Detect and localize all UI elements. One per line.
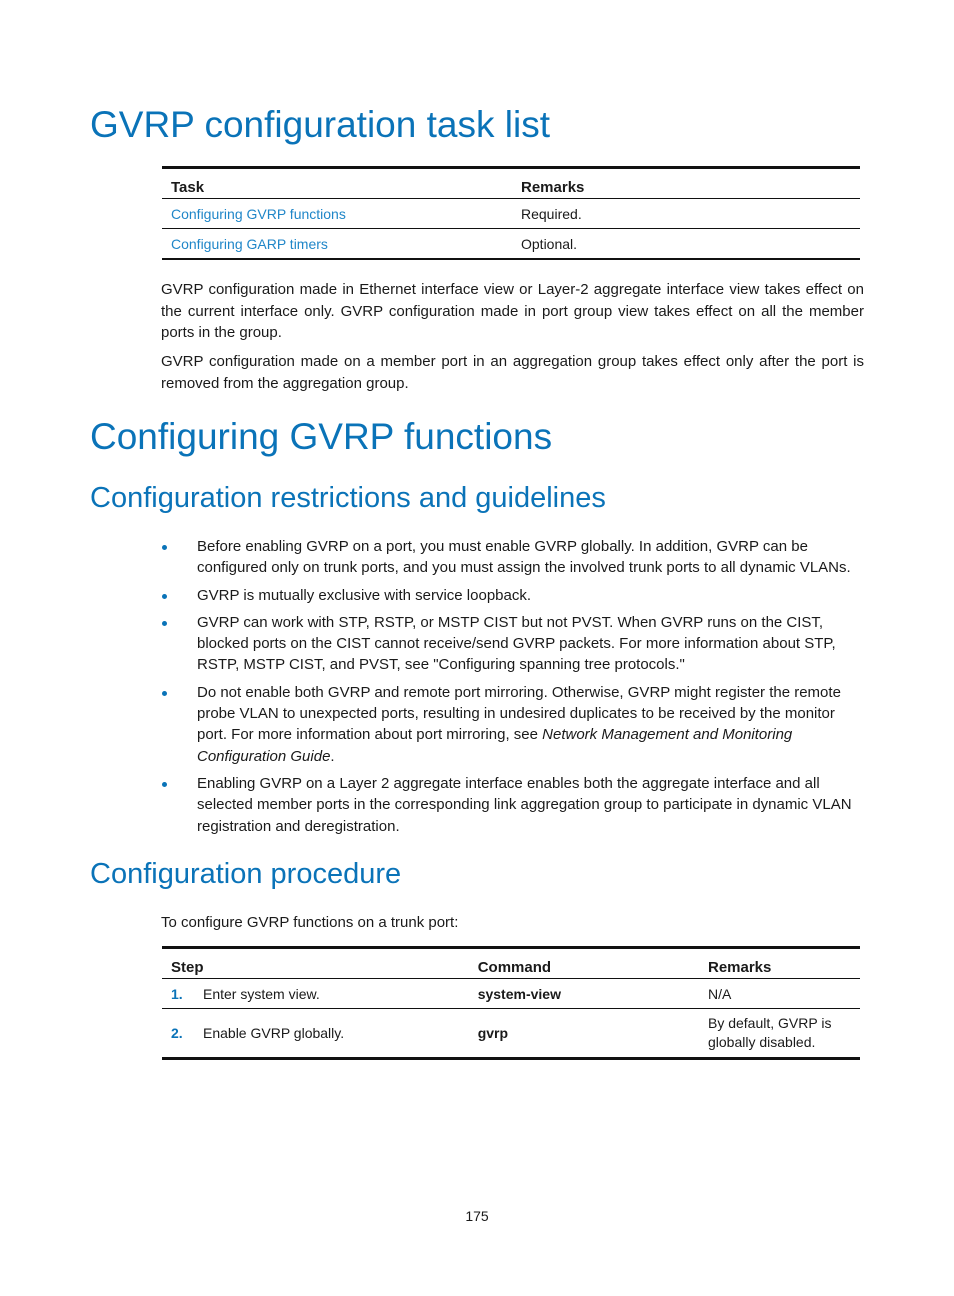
remarks-cell: N/A: [699, 979, 860, 1009]
column-header-task: Task: [162, 168, 512, 199]
list-item: GVRP is mutually exclusive with service loopback.: [162, 585, 864, 606]
step-cell: 2. Enable GVRP globally.: [171, 1025, 345, 1041]
intro-text: To configure GVRP functions on a trunk port:: [161, 914, 459, 931]
remarks-cell: Required.: [512, 199, 860, 229]
column-header-remarks: Remarks: [512, 168, 860, 199]
section-title: Configuring GVRP functions: [90, 416, 553, 457]
bullet-icon: [162, 782, 167, 787]
link-configuring-garp-timers[interactable]: Configuring GARP timers: [171, 235, 328, 252]
bullet-icon: [162, 545, 167, 550]
table-row: [162, 229, 860, 260]
page-number: 175: [465, 1208, 489, 1224]
page-title: GVRP configuration task list: [90, 104, 550, 145]
remarks-cell: By default, GVRP is globally disabled.: [707, 1015, 832, 1050]
table-row: [162, 979, 860, 1009]
link-configuring-gvrp-functions[interactable]: Configuring GVRP functions: [171, 205, 346, 222]
table-header-row: [162, 168, 860, 199]
bullet-icon: [162, 691, 167, 696]
subsection-title-restrictions: Configuration restrictions and guidelines: [90, 482, 606, 514]
list-item: Before enabling GVRP on a port, you must enable GVRP globally. In addition, GVRP can be configured only on trunk ports, and you must assign the involved trunk ports to all dynamic VLANs.: [162, 536, 864, 579]
bullet-icon: [162, 621, 167, 626]
column-header-command: Command: [469, 948, 699, 979]
command-cell: gvrp: [477, 1025, 509, 1041]
list-item: Enabling GVRP on a Layer 2 aggregate interface enables both the aggregate interface and all selected member ports in the corresponding link aggregation group to participate in dynamic VLAN registration and deregistration.: [162, 773, 864, 837]
subsection-title-procedure: Configuration procedure: [90, 858, 402, 890]
paragraph: GVRP configuration made in Ethernet interface view or Layer-2 aggregate interface view takes effect on the current interface only. GVRP configuration made in port group view takes effect on all the member ports in the group.: [161, 281, 864, 341]
list-item: Do not enable both GVRP and remote port mirroring. Otherwise, GVRP might register the remote probe VLAN to unexpected ports, resulting in undesired duplicates to be received by the monitor port. For more information about port mirroring, see Network Management and Monitoring Configuration Guide.: [162, 682, 864, 767]
procedure-table: [162, 946, 860, 1060]
guide-title: Network Management and Monitoring Configuration Guide: [197, 726, 793, 765]
list-item: GVRP can work with STP, RSTP, or MSTP CIST but not PVST. When GVRP runs on the CIST, blocked ports on the CIST cannot receive/send GVRP packets. For more information about STP, RSTP, MSTP CIST, and PVST, see "Configuring spanning tree protocols.": [162, 612, 864, 676]
column-header-remarks: Remarks: [699, 948, 860, 979]
step-number: 1.: [171, 985, 183, 1002]
paragraph: GVRP configuration made on a member port in an aggregation group takes effect only after the port is removed from the aggregation group.: [161, 353, 864, 392]
bullet-icon: [162, 594, 167, 599]
table-row: [162, 199, 860, 229]
remarks-cell: Optional.: [521, 235, 578, 252]
step-number: 2.: [171, 1025, 183, 1041]
step-cell: 1. Enter system view.: [162, 979, 469, 1009]
task-table: [162, 166, 860, 260]
table-row: [162, 1009, 860, 1059]
guidelines-list: [162, 536, 864, 843]
command-cell: system-view: [469, 979, 699, 1009]
column-header-step: Step: [162, 948, 469, 979]
table-header-row: [162, 948, 860, 979]
